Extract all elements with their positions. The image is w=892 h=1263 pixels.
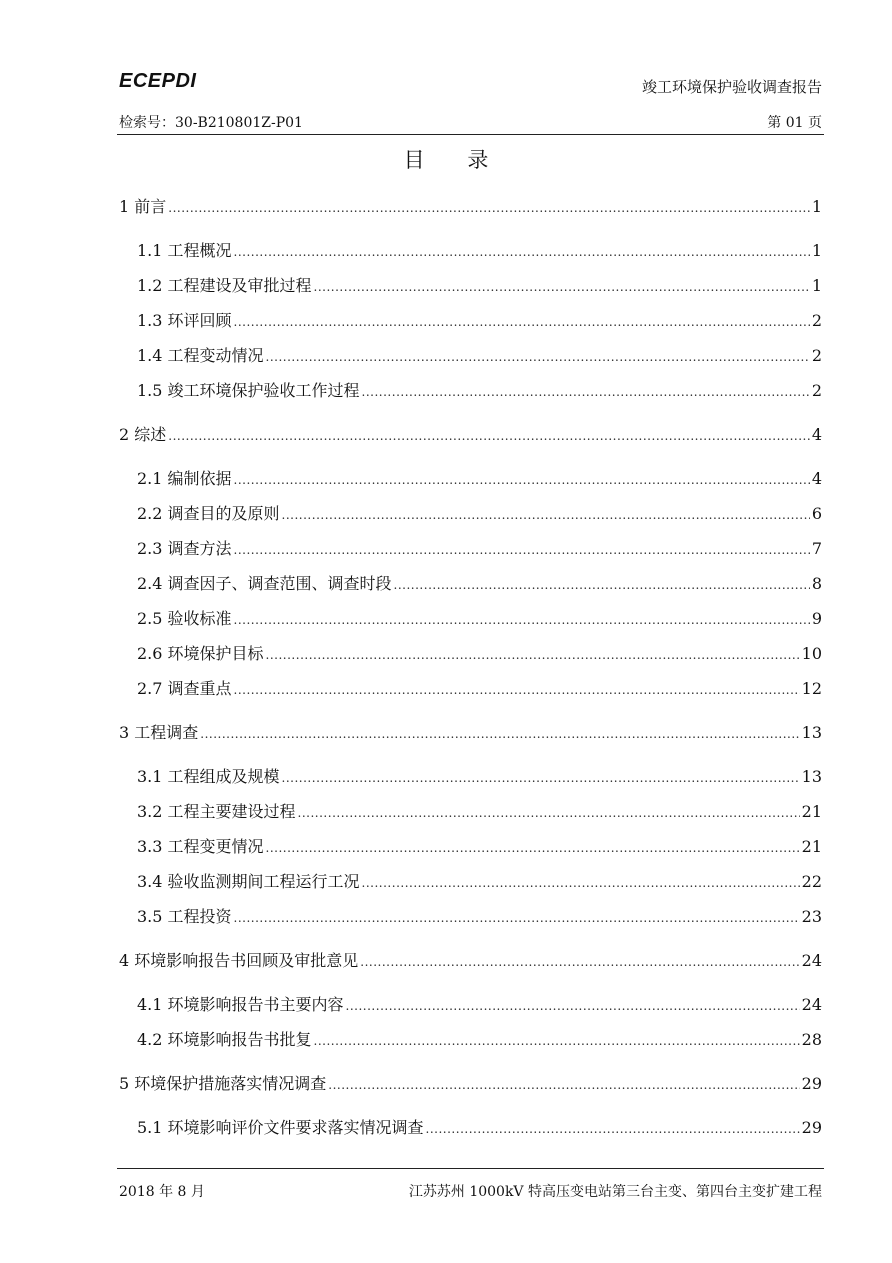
toc-entry-page: 29 [801,1074,822,1093]
toc-entry[interactable] [137,869,822,893]
toc-entry[interactable] [137,904,822,928]
toc-entry-label: 2.2 调查目的及原则 [137,504,280,523]
toc-entry[interactable] [137,343,822,367]
toc-dot-leader [298,806,800,820]
toc-entry-page: 12 [801,679,822,698]
toc-entry-label: 3.2 工程主要建设过程 [137,802,296,821]
toc-entry-label: 1.2 工程建设及审批过程 [137,276,312,295]
toc-entry-label: 1.1 工程概况 [137,241,232,260]
toc-dot-leader [234,613,810,627]
toc-entry-page: 7 [811,539,822,558]
toc-dot-leader [200,727,799,741]
header-page-number: 第 01 页 [767,115,822,131]
toc-dot-leader [266,350,810,364]
toc-entry-page: 10 [801,644,822,663]
toc-entry-page: 13 [801,767,822,786]
header-ref-number: 检索号：30-B210801Z-P01 [119,115,303,131]
toc-entry[interactable] [137,308,822,332]
toc-entry-label: 3.4 验收监测期间工程运行工况 [137,872,360,891]
toc-entry-label: 2.4 调查因子、调查范围、调查时段 [137,574,392,593]
toc-entry[interactable] [137,238,822,262]
toc-entry-label: 4.1 环境影响报告书主要内容 [137,995,344,1014]
toc-entry-page: 1 [811,197,822,216]
toc-entry[interactable] [137,273,822,297]
toc-dot-leader [362,876,800,890]
toc-entry-page: 28 [801,1030,822,1049]
toc-entry-label: 5.1 环境影响评价文件要求落实情况调查 [137,1118,424,1137]
toc-dot-leader [346,999,800,1013]
toc-dot-leader [234,911,800,925]
toc-entry-label: 4 环境影响报告书回顾及审批意见 [119,951,359,970]
toc-entry-label: 3.1 工程组成及规模 [137,767,280,786]
toc-entry-label: 2.3 调查方法 [137,539,232,558]
header-divider [117,134,824,135]
toc-entry[interactable] [119,948,822,972]
toc-entry-label: 2.1 编制依据 [137,469,232,488]
toc-entry[interactable] [119,422,822,446]
toc-entry[interactable] [119,194,822,218]
toc-dot-leader [234,683,800,697]
toc-dot-leader [266,841,800,855]
toc-entry-page: 1 [811,276,822,295]
toc-entry-page: 29 [801,1118,822,1137]
toc-entry[interactable] [137,606,822,630]
toc-dot-leader [168,201,810,215]
toc-dot-leader [282,771,800,785]
toc-entry-page: 2 [811,346,822,365]
toc-dot-leader [266,648,800,662]
header-logo: ECEPDI [119,70,197,92]
toc-dot-leader [360,955,799,969]
toc-entry[interactable] [137,764,822,788]
toc-entry-page: 2 [811,311,822,330]
toc-entry-page: 13 [801,723,822,742]
toc-entry-page: 22 [801,872,822,891]
toc-entry-page: 21 [801,837,822,856]
toc-entry-page: 24 [801,995,822,1014]
toc-entry-page: 6 [811,504,822,523]
toc-dot-leader [234,245,810,259]
toc-dot-leader [426,1122,800,1136]
toc-entry-page: 4 [811,469,822,488]
toc-entry[interactable] [119,720,822,744]
toc-dot-leader [282,508,810,522]
toc-entry-label: 4.2 环境影响报告书批复 [137,1030,312,1049]
toc-entry[interactable] [137,466,822,490]
toc-dot-leader [394,578,810,592]
footer-date: 2018 年 8 月 [119,1184,205,1200]
toc-entry[interactable] [137,501,822,525]
toc-entry[interactable] [119,1071,822,1095]
toc-entry-page: 4 [811,425,822,444]
toc-entry-label: 2.6 环境保护目标 [137,644,264,663]
footer-project: 江苏苏州 1000kV 特高压变电站第三台主变、第四台主变扩建工程 [408,1184,822,1200]
toc-entry-label: 1.4 工程变动情况 [137,346,264,365]
toc-entry-page: 21 [801,802,822,821]
footer-divider [117,1168,824,1169]
toc-entry-label: 1.3 环评回顾 [137,311,232,330]
toc-dot-leader [234,315,810,329]
toc-entry[interactable] [137,799,822,823]
toc-entry[interactable] [137,571,822,595]
toc-entry[interactable] [137,536,822,560]
toc-entry-label: 2 综述 [119,425,167,444]
toc-entry-label: 3.3 工程变更情况 [137,837,264,856]
toc-dot-leader [314,1034,800,1048]
toc-entry-label: 3 工程调查 [119,723,199,742]
toc-dot-leader [314,280,810,294]
toc-entry[interactable] [137,1115,822,1139]
toc-dot-leader [168,429,810,443]
toc-entry[interactable] [137,676,822,700]
toc-title: 目 录 [403,148,507,172]
toc-entry[interactable] [137,641,822,665]
toc-entry[interactable] [137,378,822,402]
toc-entry[interactable] [137,992,822,1016]
toc-entry-label: 2.5 验收标准 [137,609,232,628]
toc-entry[interactable] [137,1027,822,1051]
toc-dot-leader [328,1078,799,1092]
toc-entry-page: 23 [801,907,822,926]
toc-entry-label: 5 环境保护措施落实情况调查 [119,1074,327,1093]
toc-entry-page: 1 [811,241,822,260]
toc-dot-leader [362,385,810,399]
toc-dot-leader [234,473,810,487]
toc-entry-page: 24 [801,951,822,970]
toc-entry-label: 2.7 调查重点 [137,679,232,698]
toc-entry-label: 1.5 竣工环境保护验收工作过程 [137,381,360,400]
toc-entry-page: 8 [811,574,822,593]
toc-entry-label: 1 前言 [119,197,167,216]
toc-entry[interactable] [137,834,822,858]
toc-entry-label: 3.5 工程投资 [137,907,232,926]
toc-entry-page: 9 [811,609,822,628]
toc-entry-page: 2 [811,381,822,400]
header-report-type: 竣工环境保护验收调查报告 [641,78,822,96]
toc-dot-leader [234,543,810,557]
